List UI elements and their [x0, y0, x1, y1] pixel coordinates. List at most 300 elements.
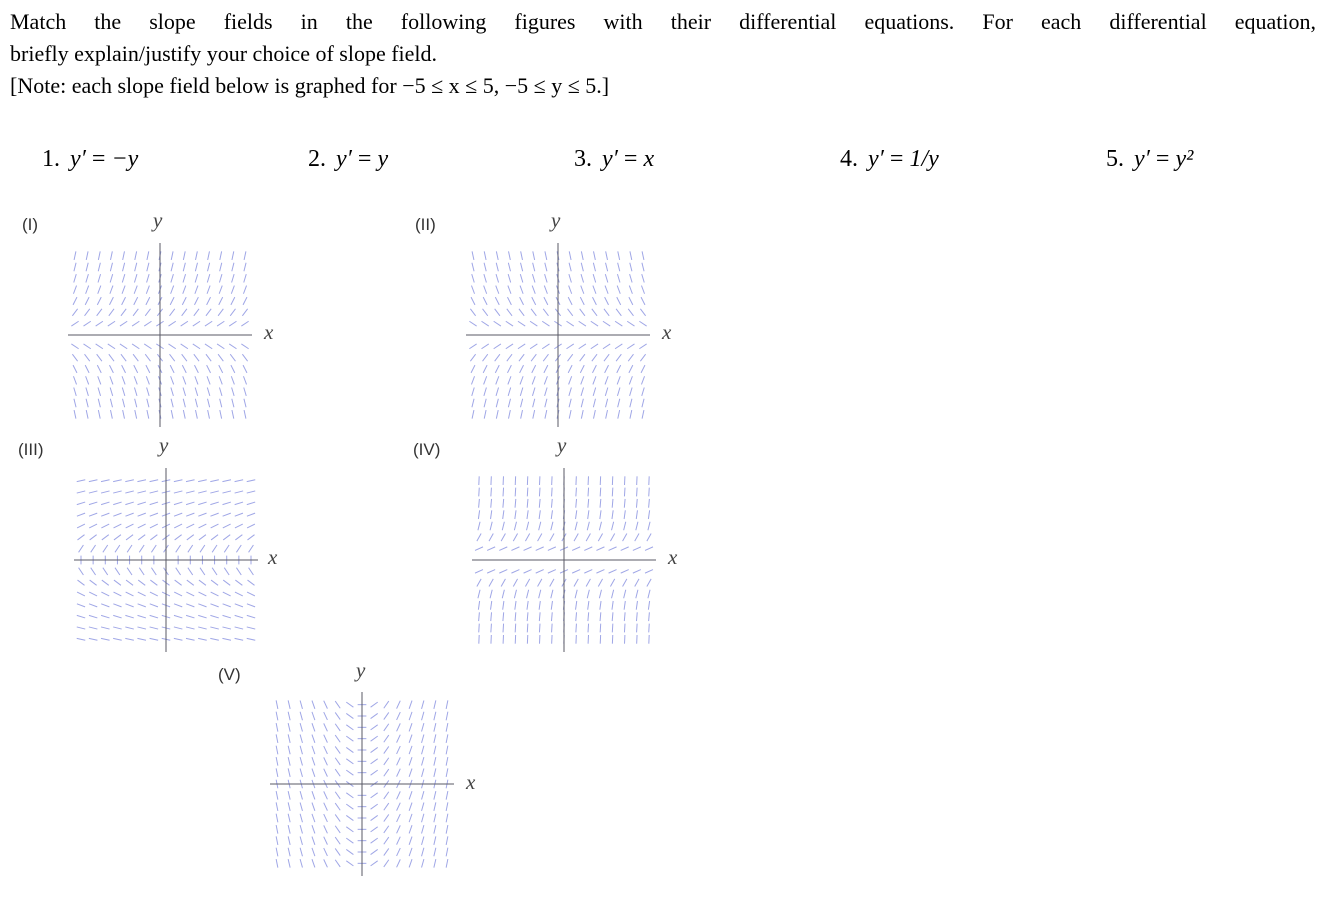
- slope-segment: [146, 286, 149, 294]
- slope-segment: [288, 734, 290, 743]
- slope-segment: [469, 321, 476, 326]
- slope-segment: [186, 491, 194, 493]
- slope-segment: [242, 309, 247, 316]
- slope-segment: [642, 410, 644, 419]
- slope-segment: [539, 624, 540, 633]
- slope-segment: [422, 814, 424, 822]
- slope-segment: [220, 263, 222, 271]
- slope-segment: [471, 365, 475, 373]
- slope-segment: [244, 251, 246, 260]
- slope-segment: [397, 848, 401, 856]
- slope-segment: [199, 524, 207, 528]
- slope-segment: [503, 488, 504, 497]
- slope-segment: [434, 859, 436, 868]
- slope-segment: [484, 399, 486, 407]
- slope-segment: [639, 344, 646, 349]
- slope-segment: [171, 263, 173, 271]
- slope-segment: [276, 836, 278, 845]
- slope-segment: [183, 387, 186, 395]
- slope-segment: [628, 354, 633, 361]
- slope-segment: [649, 499, 650, 508]
- slope-segment: [89, 592, 97, 596]
- slope-segment: [576, 488, 577, 497]
- slope-segment: [576, 499, 577, 508]
- slope-segment: [536, 570, 544, 574]
- slope-segment: [496, 376, 499, 384]
- slope-segment: [604, 309, 609, 316]
- slope-segment: [232, 251, 234, 260]
- slope-segment: [220, 399, 222, 407]
- slope-segment: [195, 263, 197, 271]
- slope-segment: [605, 297, 609, 305]
- slope-segment: [409, 814, 412, 822]
- slope-segment: [592, 354, 597, 361]
- slope-segment: [86, 251, 88, 260]
- y-axis-label: y: [153, 208, 163, 232]
- slope-segment: [446, 836, 448, 845]
- slope-segment: [605, 286, 608, 294]
- slope-segment: [409, 701, 412, 709]
- slope-segment: [335, 792, 340, 799]
- slope-segment: [89, 480, 98, 482]
- slope-segment: [132, 321, 139, 326]
- slope-segment: [199, 580, 206, 585]
- slope-segment: [89, 524, 97, 528]
- slope-segment: [186, 604, 194, 607]
- equation-5: 5. y′ = y²: [1106, 146, 1194, 172]
- slope-segment: [276, 723, 278, 732]
- slope-segment: [515, 510, 516, 519]
- slope-segment: [113, 513, 121, 516]
- slope-segment: [545, 274, 548, 282]
- slope-segment: [174, 491, 182, 493]
- slope-segment: [446, 848, 448, 857]
- slope-segment: [90, 535, 97, 540]
- slope-segment: [241, 344, 248, 349]
- slope-segment: [491, 488, 492, 497]
- slope-segment: [235, 638, 244, 640]
- slope-segment: [519, 354, 524, 361]
- slope-segment: [588, 488, 589, 497]
- slope-segment: [138, 615, 146, 618]
- slope-segment: [276, 791, 278, 800]
- slope-segment: [520, 274, 523, 282]
- instructions-line-2: briefly explain/justify your choice of slope field.: [10, 41, 438, 66]
- slope-segment: [235, 580, 242, 585]
- slope-segment: [503, 601, 504, 610]
- slope-segment: [508, 376, 511, 384]
- slope-segment: [196, 410, 198, 419]
- slope-segment: [346, 827, 353, 832]
- slope-segment: [174, 513, 182, 516]
- slope-segment: [113, 627, 121, 629]
- slope-segment: [126, 580, 133, 585]
- slope-segment: [84, 321, 91, 326]
- slope-segment: [207, 365, 211, 373]
- slope-segment: [346, 725, 353, 730]
- slope-segment: [371, 861, 378, 866]
- slope-segment: [581, 376, 584, 384]
- slope-segment: [484, 376, 487, 384]
- slope-segment: [186, 480, 195, 482]
- slope-segment: [98, 286, 101, 294]
- slope-segment: [235, 535, 242, 540]
- slope-segment: [434, 836, 436, 845]
- slope-segment: [612, 522, 614, 530]
- slope-segment: [147, 263, 149, 271]
- slope-segment: [604, 354, 609, 361]
- slope-segment: [521, 263, 523, 271]
- slope-segment: [134, 387, 137, 395]
- slope-segment: [479, 499, 480, 508]
- slope-segment: [120, 344, 127, 349]
- slope-segment: [171, 274, 174, 282]
- slope-segment: [509, 251, 511, 260]
- figure-label-iv: (IV): [413, 440, 441, 459]
- slope-segment: [520, 376, 523, 384]
- slope-segment: [111, 410, 113, 419]
- slope-segment: [610, 579, 614, 587]
- slope-segment: [182, 365, 186, 373]
- slope-segment: [642, 274, 645, 282]
- slope-segment: [580, 365, 584, 373]
- slope-segment: [74, 399, 76, 407]
- slope-segment: [472, 274, 475, 282]
- slope-segment: [606, 399, 608, 407]
- slope-segment: [397, 769, 401, 777]
- slope-segment: [524, 570, 532, 574]
- slope-segment: [300, 723, 302, 731]
- slope-segment: [110, 376, 113, 384]
- slope-segment: [137, 638, 146, 640]
- slope-segment: [548, 547, 556, 551]
- domain-note: [Note: each slope field below is graphed for −5 ≤ x ≤ 5, −5 ≤ y ≤ 5.]: [10, 73, 610, 98]
- equation-rhs: y: [377, 146, 389, 172]
- slope-segment: [78, 535, 85, 540]
- slope-segment: [127, 545, 132, 552]
- slope-segment: [422, 848, 424, 856]
- slope-segment: [624, 612, 625, 621]
- slope-segment: [312, 757, 315, 765]
- instructions-paragraph: [10, 6, 1316, 38]
- slope-segment: [300, 700, 302, 708]
- slope-segment: [446, 723, 448, 732]
- slope-segment: [630, 410, 632, 419]
- slope-segment: [110, 286, 113, 294]
- slope-segment: [312, 848, 315, 856]
- slope-segment: [576, 510, 577, 519]
- slope-segment: [545, 399, 547, 407]
- slope-segment: [544, 376, 547, 384]
- slope-segment: [521, 251, 523, 260]
- slope-segment: [371, 770, 378, 775]
- slope-segment: [86, 286, 89, 294]
- slope-segment: [616, 354, 621, 361]
- slope-segment: [171, 286, 174, 294]
- slope-segment: [612, 510, 613, 519]
- slope-segment: [187, 535, 194, 540]
- slope-segment: [617, 376, 620, 384]
- slope-segment: [409, 791, 412, 799]
- slope-segment: [615, 321, 622, 326]
- slope-segment: [96, 344, 103, 349]
- slope-segment: [181, 321, 188, 326]
- slope-segment: [513, 579, 517, 587]
- slope-segment: [539, 510, 540, 519]
- slope-segment: [532, 376, 535, 384]
- slope-segment: [210, 604, 218, 607]
- slope-segment: [542, 321, 549, 326]
- slope-segment: [609, 570, 617, 574]
- slope-segment: [514, 590, 516, 598]
- slope-segment: [85, 309, 90, 316]
- slope-segment: [114, 580, 121, 585]
- slope-segment: [623, 534, 627, 542]
- slope-segment: [531, 309, 536, 316]
- slope-segment: [232, 410, 234, 419]
- slope-segment: [478, 601, 479, 610]
- slope-segment: [496, 274, 499, 282]
- slope-segment: [198, 627, 206, 629]
- slope-segment: [324, 859, 328, 867]
- slope-segment: [530, 344, 537, 349]
- slope-segment: [434, 723, 436, 732]
- slope-segment: [422, 802, 424, 810]
- slope-segment: [575, 590, 577, 598]
- slope-segment: [194, 297, 198, 305]
- slope-segment: [568, 297, 572, 305]
- slope-segment: [641, 297, 645, 305]
- slope-segment: [507, 309, 512, 316]
- slope-segment: [195, 274, 198, 282]
- slope-segment: [434, 791, 436, 800]
- figure-label-iii: (III): [18, 440, 44, 459]
- slope-segment: [478, 522, 480, 530]
- slope-segment: [484, 274, 487, 282]
- x-axis-label: x: [264, 320, 274, 344]
- slope-segment: [176, 545, 181, 552]
- slope-segment: [248, 535, 255, 540]
- slope-segment: [135, 410, 137, 419]
- slope-segment: [593, 376, 596, 384]
- equation-rhs: y²: [1175, 146, 1194, 172]
- slope-segment: [384, 701, 389, 708]
- slope-segment: [312, 803, 315, 811]
- slope-segment: [229, 321, 236, 326]
- slope-segment: [150, 513, 158, 516]
- slope-segment: [223, 604, 231, 607]
- slope-segment: [324, 746, 328, 754]
- slope-segment: [138, 604, 146, 607]
- slope-segment: [548, 570, 556, 574]
- slope-segment: [346, 861, 353, 866]
- slope-segment: [193, 344, 200, 349]
- slope-segment: [170, 365, 174, 373]
- slope-field-ii: [468, 245, 648, 425]
- slope-segment: [247, 638, 256, 640]
- slope-segment: [515, 601, 516, 610]
- slope-segment: [472, 387, 475, 395]
- slope-segment: [641, 376, 644, 384]
- slope-segment: [506, 344, 513, 349]
- slope-segment: [483, 354, 488, 361]
- slope-segment: [288, 700, 290, 709]
- slope-segment: [186, 638, 195, 640]
- slope-segment: [312, 837, 315, 845]
- slope-segment: [150, 491, 158, 493]
- slope-segment: [511, 570, 519, 574]
- slope-segment: [126, 592, 134, 596]
- slope-segment: [545, 251, 547, 260]
- slope-segment: [569, 410, 571, 419]
- slope-segment: [219, 376, 222, 384]
- slope-field-i: [70, 245, 250, 425]
- slope-segment: [446, 814, 448, 823]
- slope-segment: [409, 712, 412, 720]
- equation-lhs: y′: [336, 146, 352, 172]
- slope-segment: [422, 791, 424, 799]
- slope-segment: [115, 568, 120, 575]
- slope-segment: [186, 524, 194, 528]
- slope-segment: [222, 480, 231, 482]
- slope-segment: [637, 488, 638, 497]
- slope-segment: [629, 297, 633, 305]
- slope-segment: [77, 615, 85, 618]
- slope-segment: [569, 286, 572, 294]
- slope-segment: [627, 344, 634, 349]
- slope-segment: [552, 624, 553, 633]
- slope-segment: [186, 513, 194, 516]
- slope-segment: [235, 615, 243, 618]
- slope-segment: [487, 570, 495, 574]
- slope-segment: [123, 410, 125, 419]
- slope-segment: [484, 251, 486, 260]
- slope-segment: [409, 825, 412, 833]
- slope-segment: [384, 712, 389, 719]
- slope-segment: [146, 297, 150, 305]
- equation-lhs: y′: [602, 146, 618, 172]
- slope-segment: [121, 309, 126, 316]
- equation-rhs: −y: [111, 146, 139, 172]
- slope-segment: [91, 568, 96, 575]
- slope-segment: [183, 274, 186, 282]
- slope-segment: [568, 354, 573, 361]
- slope-segment: [446, 768, 448, 777]
- slope-segment: [210, 638, 219, 640]
- slope-segment: [434, 825, 436, 834]
- slope-segment: [527, 612, 528, 621]
- slope-segment: [300, 791, 302, 799]
- slope-segment: [621, 570, 629, 574]
- slope-segment: [174, 638, 183, 640]
- slope-segment: [89, 513, 97, 516]
- slope-segment: [183, 263, 185, 271]
- slope-segment: [218, 309, 223, 316]
- slope-segment: [300, 734, 302, 742]
- slope-segment: [77, 592, 85, 596]
- slope-segment: [335, 712, 340, 719]
- slope-segment: [567, 344, 574, 349]
- slope-segment: [86, 274, 89, 282]
- slope-segment: [384, 837, 389, 844]
- slope-segment: [206, 354, 211, 361]
- slope-segment: [335, 837, 340, 844]
- slope-segment: [98, 410, 100, 419]
- slope-segment: [174, 524, 182, 528]
- slope-segment: [86, 263, 88, 271]
- slope-segment: [491, 510, 492, 519]
- slope-segment: [217, 321, 224, 326]
- slope-segment: [496, 286, 499, 294]
- slope-segment: [335, 746, 340, 753]
- slope-segment: [346, 793, 353, 798]
- slope-segment: [538, 534, 542, 542]
- slope-segment: [174, 615, 182, 618]
- slope-segment: [422, 768, 424, 776]
- slope-segment: [588, 499, 589, 508]
- slope-segment: [223, 535, 230, 540]
- slope-segment: [542, 344, 549, 349]
- slope-segment: [247, 524, 255, 528]
- slope-segment: [276, 734, 278, 743]
- slope-segment: [200, 568, 205, 575]
- slope-segment: [77, 480, 86, 482]
- slope-segment: [133, 309, 138, 316]
- slope-segment: [422, 734, 424, 742]
- slope-segment: [446, 859, 448, 868]
- slope-segment: [109, 297, 113, 305]
- slope-segment: [489, 534, 493, 542]
- slope-segment: [71, 344, 78, 349]
- slope-segment: [135, 399, 137, 407]
- slope-segment: [636, 522, 638, 530]
- slope-segment: [539, 488, 540, 497]
- slope-segment: [222, 627, 230, 629]
- slope-segment: [150, 524, 158, 528]
- slope-segment: [73, 365, 77, 373]
- slope-segment: [89, 491, 97, 493]
- slope-segment: [150, 502, 158, 505]
- slope-segment: [495, 354, 500, 361]
- slope-segment: [232, 274, 235, 282]
- slope-segment: [623, 579, 627, 587]
- slope-segment: [475, 547, 483, 551]
- slope-segment: [617, 286, 620, 294]
- slope-segment: [371, 815, 378, 820]
- slope-segment: [147, 387, 150, 395]
- slope-segment: [98, 399, 100, 407]
- slope-segment: [648, 510, 649, 519]
- slope-segment: [544, 297, 548, 305]
- slope-segment: [584, 547, 592, 551]
- slope-segment: [101, 638, 110, 640]
- equation-rhs: x: [643, 146, 655, 172]
- equation-4: 4. y′ = 1/y: [840, 146, 939, 172]
- slope-segment: [507, 354, 512, 361]
- slope-segment: [288, 802, 290, 811]
- slope-segment: [74, 263, 76, 271]
- slope-segment: [219, 286, 222, 294]
- slope-segment: [434, 848, 436, 857]
- slope-segment: [171, 387, 174, 395]
- slope-segment: [501, 579, 505, 587]
- slope-segment: [605, 376, 608, 384]
- slope-segment: [312, 791, 315, 799]
- slope-segment: [236, 545, 241, 552]
- slope-segment: [223, 615, 231, 618]
- slope-segment: [235, 502, 243, 505]
- slope-segment: [642, 251, 644, 260]
